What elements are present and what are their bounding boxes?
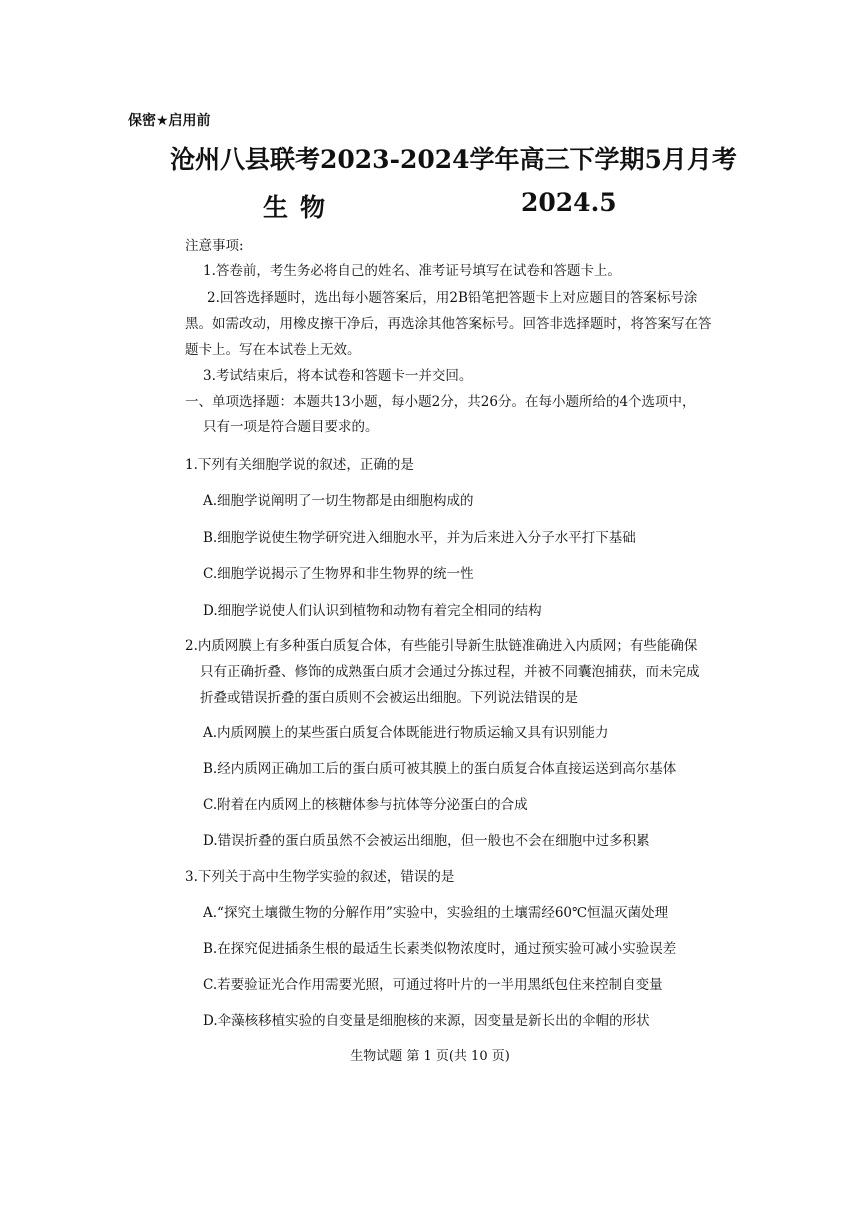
exam-title: 沧州八县联考2023-2024学年高三下学期5月月考 (170, 145, 737, 174)
question-3-option-d: D.伞藻核移植实验的自变量是细胞核的来源，因变量是新长出的伞帽的形状 (203, 1013, 650, 1029)
page-footer: 生物试题 第 1 页(共 10 页) (350, 1049, 510, 1064)
question-3-option-a: A.“探究土壤微生物的分解作用”实验中，实验组的土壤需经60℃恒温灭菌处理 (203, 905, 669, 921)
question-1-stem: 1.下列有关细胞学说的叙述，正确的是 (185, 457, 414, 473)
subject-title: 生物 (263, 193, 338, 222)
notice-item-2-line-3: 题卡上。写在本试卷上无效。 (185, 342, 361, 358)
question-1-option-c: C.细胞学说揭示了生物界和非生物界的统一性 (203, 566, 474, 582)
question-3-option-b: B.在探究促进插条生根的最适生长素类似物浓度时，通过预实验可减小实验误差 (203, 941, 677, 957)
question-2-option-c: C.附着在内质网上的核糖体参与抗体等分泌蛋白的合成 (203, 797, 528, 813)
question-3-stem: 3.下列关于高中生物学实验的叙述，错误的是 (185, 869, 455, 885)
question-2-option-d: D.错误折叠的蛋白质虽然不会被运出细胞，但一般也不会在细胞中过多积累 (203, 833, 650, 849)
notice-item-2-line-2: 黑。如需改动，用橡皮擦干净后，再选涂其他答案标号。回答非选择题时，将答案写在答 (185, 316, 712, 332)
notice-heading: 注意事项: (185, 238, 244, 254)
notice-item-2-line-1: 2.回答选择题时，选出每小题答案后，用2B铅笔把答题卡上对应题目的答案标号涂 (207, 290, 698, 306)
question-2-stem-line-3: 折叠或错误折叠的蛋白质则不会被运出细胞。下列说法错误的是 (200, 690, 578, 706)
notice-item-1: 1.答卷前，考生务必将自己的姓名、准考证号填写在试卷和答题卡上。 (203, 263, 621, 279)
question-1-option-d: D.细胞学说使人们认识到植物和动物有着完全相同的结构 (203, 603, 542, 619)
question-2-option-a: A.内质网膜上的某些蛋白质复合体既能进行物质运输又具有识别能力 (203, 725, 609, 741)
exam-date: 2024.5 (521, 188, 617, 217)
question-1-option-a: A.细胞学说阐明了一切生物都是由细胞构成的 (203, 493, 474, 509)
question-2-stem-line-1: 2.内质网膜上有多种蛋白质复合体，有些能引导新生肽链准确进入内质网；有些能确保 (185, 638, 698, 654)
question-3-option-c: C.若要验证光合作用需要光照，可通过将叶片的一半用黑纸包住来控制自变量 (203, 977, 663, 993)
question-2-option-b: B.经内质网正确加工后的蛋白质可被其膜上的蛋白质复合体直接运送到高尔基体 (203, 761, 677, 777)
question-2-stem-line-2: 只有正确折叠、修饰的成熟蛋白质才会通过分拣过程，并被不同囊泡捕获，而未完成 (200, 664, 700, 680)
section-1-heading-line-2: 只有一项是符合题目要求的。 (203, 419, 379, 435)
notice-item-3: 3.考试结束后，将本试卷和答题卡一并交回。 (203, 368, 473, 384)
section-1-heading-line-1: 一、单项选择题：本题共13小题，每小题2分，共26分。在每小题所给的4个选项中， (185, 394, 696, 410)
question-1-option-b: B.细胞学说使生物学研究进入细胞水平，并为后来进入分子水平打下基础 (203, 530, 636, 546)
confidential-label: 保密★启用前 (128, 113, 211, 129)
